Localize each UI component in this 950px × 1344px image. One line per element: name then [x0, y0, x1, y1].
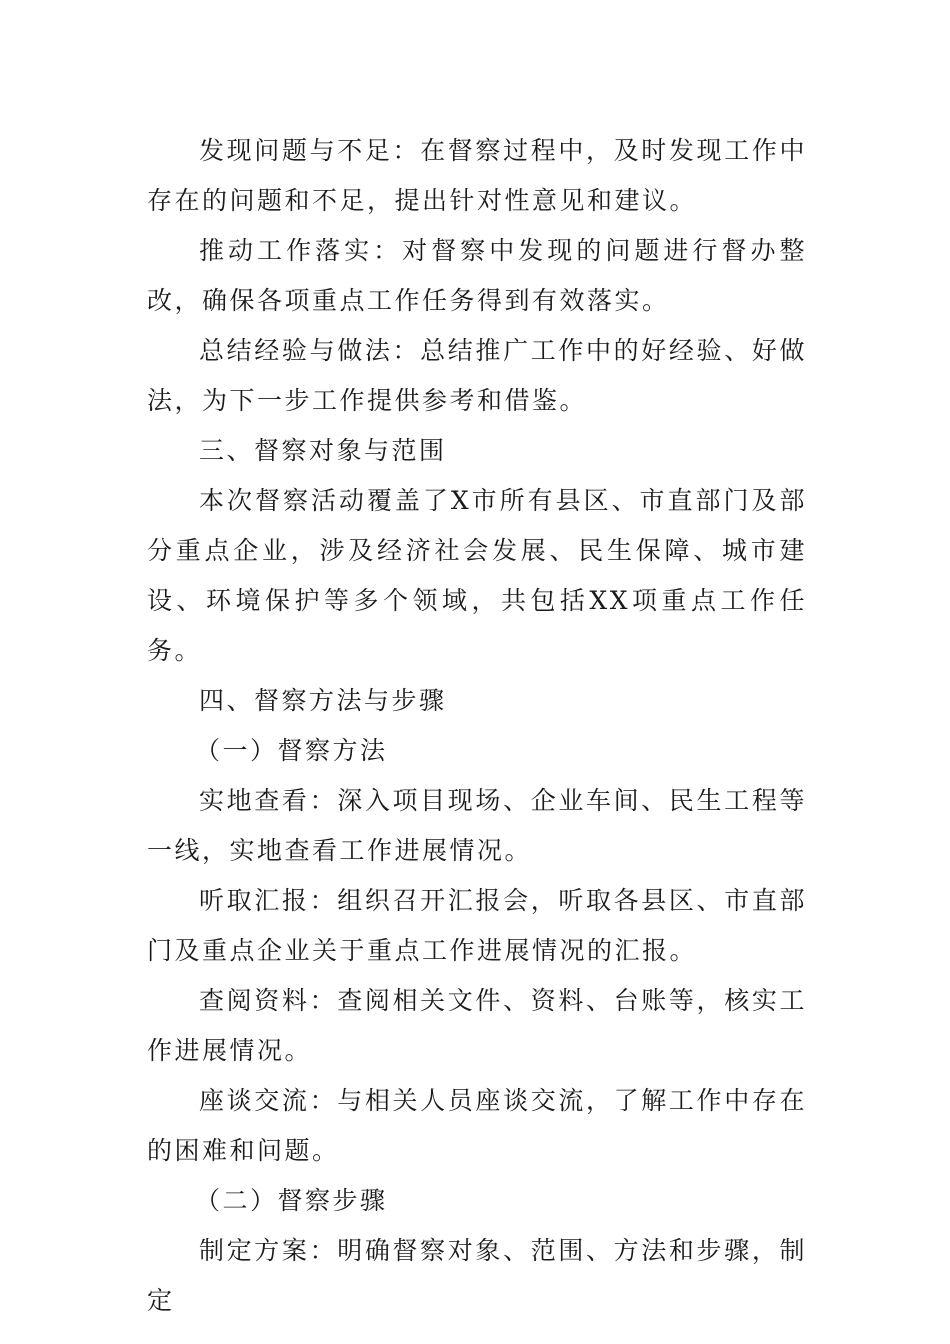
paragraph-review-materials: 查阅资料：查阅相关文件、资料、台账等，核实工作进展情况。: [147, 986, 807, 1065]
paragraph-summarize-experience: 总结经验与做法：总结推广工作中的好经验、好做法，为下一步工作提供参考和借鉴。: [147, 336, 807, 415]
paragraph-field-inspection: 实地查看：深入项目现场、企业车间、民生工程等一线，实地查看工作进展情况。: [147, 786, 807, 865]
subsection-heading-methods: （一）督察方法: [195, 736, 388, 765]
paragraph-promote-implementation: 推动工作落实：对督察中发现的问题进行督办整改，确保各项重点工作任务得到有效落实。: [147, 236, 807, 315]
paragraph-make-plan: 制定方案：明确督察对象、范围、方法和步骤，制定: [147, 1236, 807, 1315]
paragraph-scope-description: 本次督察活动覆盖了X市所有县区、市直部门及部分重点企业，涉及经济社会发展、民生保障、城市建设、环境保护等多个领域，共包括XX项重点工作任务。: [147, 486, 807, 665]
subsection-heading-steps: （二）督察步骤: [195, 1186, 388, 1215]
section-heading-scope: 三、督察对象与范围: [199, 436, 447, 465]
document-body: [147, 126, 807, 1326]
paragraph-discussion: 座谈交流：与相关人员座谈交流，了解工作中存在的困难和问题。: [147, 1086, 807, 1165]
section-heading-methods-steps: 四、督察方法与步骤: [199, 686, 447, 715]
paragraph-hear-reports: 听取汇报：组织召开汇报会，听取各县区、市直部门及重点企业关于重点工作进展情况的汇报。: [147, 886, 807, 965]
paragraph-find-problems: 发现问题与不足：在督察过程中，及时发现工作中存在的问题和不足，提出针对性意见和建议。: [147, 136, 807, 215]
